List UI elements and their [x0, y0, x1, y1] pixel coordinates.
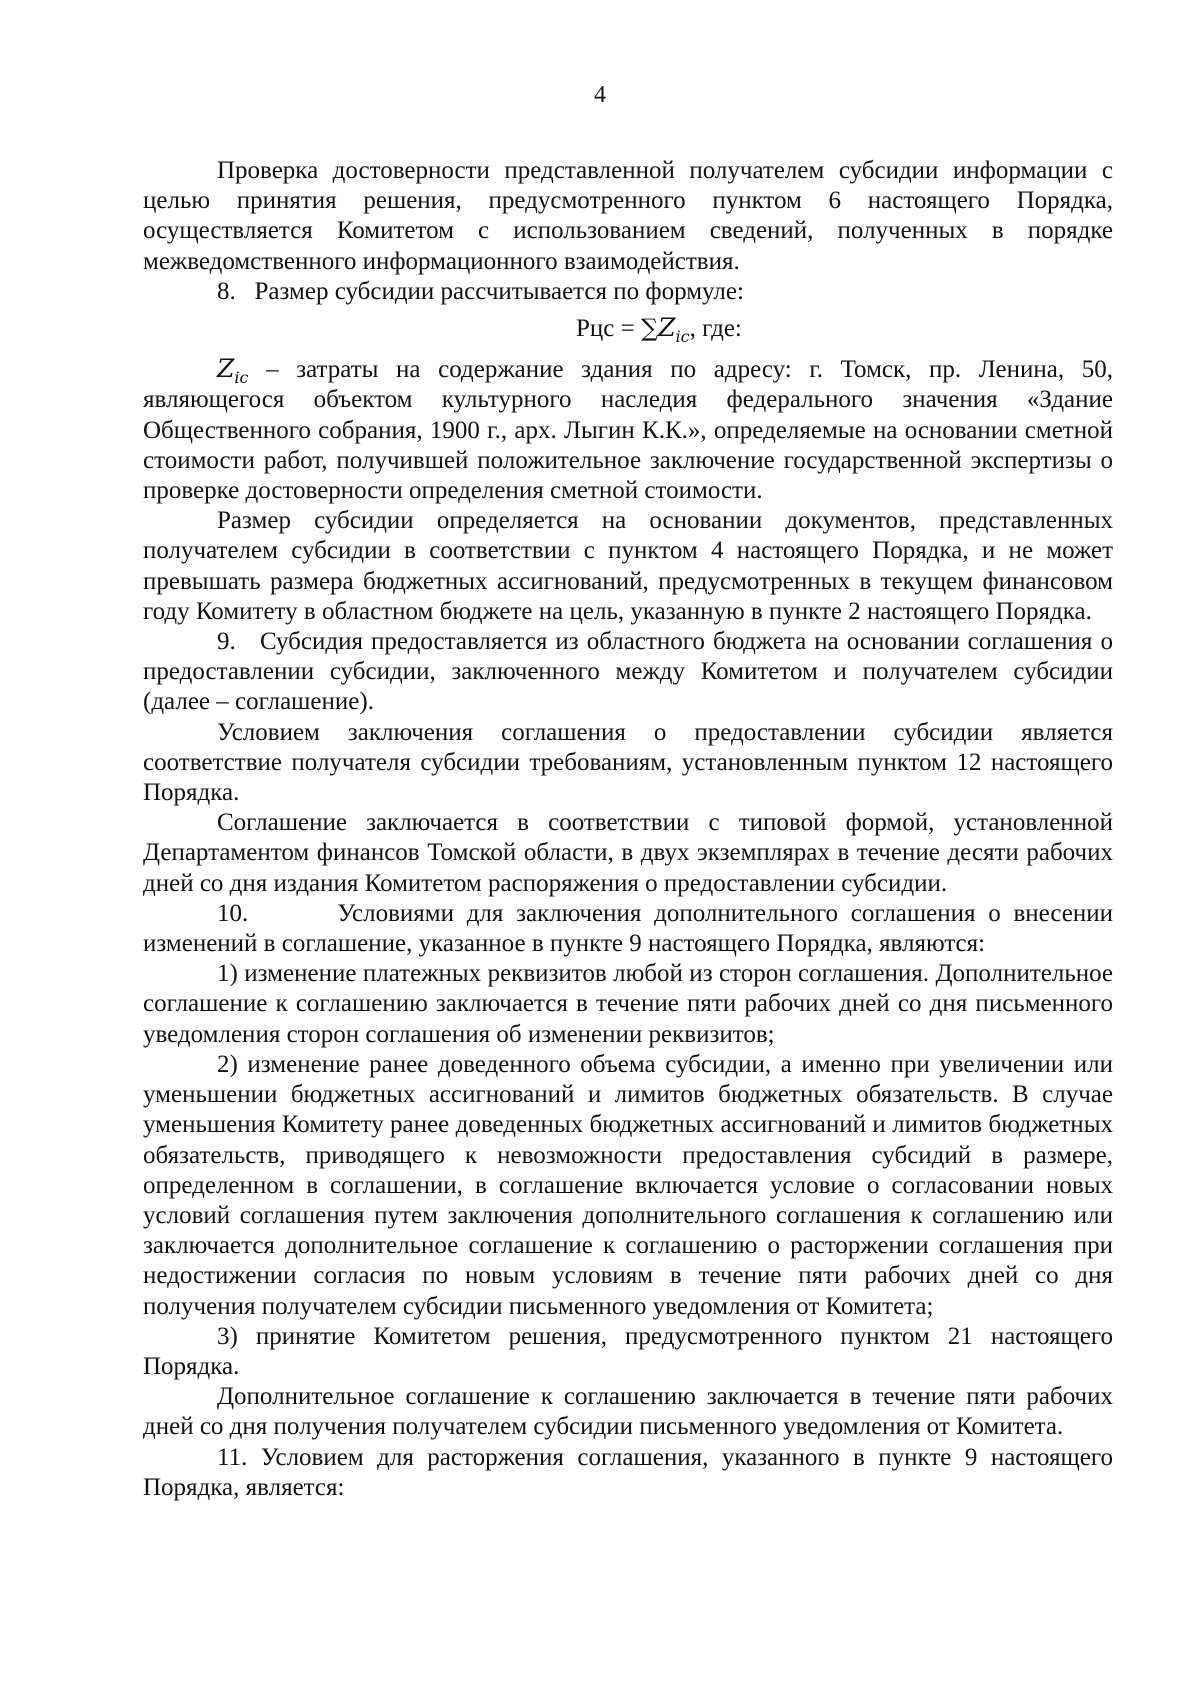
- paragraph-agreement-condition: Условием заключения соглашения о предоставлении субсидии является соответствие получателя субсидии требованиям, установленным пунктом 12 настоящего Порядка.: [143, 718, 1113, 807]
- zic-definition-text: – затраты на содержание здания по адресу: г. Томск, пр. Ленина, 50, являющегося объектом культурного наследия федерального значения «Здание Общественного собрания, 1900 г., арх. Лыгин К.К.», определяемые на основании сметной стоимости работ, получившей положительное заключение государственной экспертизы о проверке достоверности определения сметной стоимости.: [143, 356, 1113, 505]
- formula-tail: , где:: [689, 315, 742, 343]
- formula-equals: =: [620, 315, 635, 343]
- paragraph-item-8: 8. Размер субсидии рассчитывается по формуле:: [217, 277, 744, 305]
- paragraph-agreement-form: Соглашение заключается в соответствии с типовой формой, установленной Департаментом финансов Томской области, в двух экземплярах в течение десяти рабочих дней со дня издания Комитетом распоряжения о предоставлении субсидии.: [143, 809, 1113, 897]
- page-number: 4: [594, 82, 606, 108]
- document-body: [143, 156, 1120, 1503]
- formula-variable: $Z_{ic}$: [658, 313, 690, 347]
- paragraph-subsidy-size: Размер субсидии определяется на основании документов, представленных получателем субсидии в соответствии с пунктом 4 настоящего Порядка, и не может превышать размера бюджетных ассигнований, предусмотренных в текущем финансовом году Комитету в областном бюджете на цель, указанную в пункте 2 настоящего Порядка.: [143, 507, 1113, 625]
- subsidy-formula: [143, 313, 1113, 347]
- paragraph-subitem-3: 3) принятие Комитетом решения, предусмотренного пунктом 21 настоящего Порядка.: [143, 1322, 1113, 1380]
- paragraph-verification: Проверка достоверности представленной получателем субсидии информации с целью принятия решения, предусмотренного пунктом 6 настоящего Порядка, осуществляется Комитетом с использованием сведений, полученных в порядке межведомственного информационного взаимодействия.: [143, 157, 1113, 275]
- paragraph-item-9: 9. Субсидия предоставляется из областного бюджета на основании соглашения о предоставлении субсидии, заключенного между Комитетом и получателем субсидии (далее – соглашение).: [143, 628, 1120, 716]
- zic-variable: $Z_{ic}$: [217, 354, 249, 388]
- paragraph-subitem-2: 2) изменение ранее доведенного объема субсидии, а именно при увеличении или уменьшении бюджетных ассигнований и лимитов бюджетных обязательств. В случае уменьшения Комитету ранее доведенных бюджетных ассигнований и лимитов бюджетных обязательств, приводящего к невозможности предоставления субсидий в размере, определенном в соглашении, в соглашение включается условие о согласовании новых условий соглашения путем заключения дополнительного соглашения к соглашению или заключается дополнительное соглашение к соглашению о расторжении соглашения при недостижении согласия по новым условиям в течение пяти рабочих дней со дня получения получателем субсидии письменного уведомления от Комитета;: [143, 1050, 1113, 1320]
- paragraph-item-11: 11. Условием для расторжения соглашения, указанного в пункте 9 настоящего Порядка, является:: [143, 1443, 1113, 1501]
- sum-sign: ∑: [641, 314, 659, 343]
- paragraph-item-10: 10. Условиями для заключения дополнительного соглашения о внесении изменений в соглашение, указанное в пункте 9 настоящего Порядка, являются:: [143, 899, 1120, 958]
- paragraph-subitem-1: 1) изменение платежных реквизитов любой из сторон соглашения. Дополнительное соглашение к соглашению заключается в течение пяти рабочих дней со дня письменного уведомления сторон соглашения об изменении реквизитов;: [143, 960, 1113, 1048]
- paragraph-additional-agreement: Дополнительное соглашение к соглашению заключается в течение пяти рабочих дней со дня получения получателем субсидии письменного уведомления от Комитета.: [143, 1383, 1113, 1441]
- formula-lhs: Рцс: [576, 315, 615, 343]
- paragraph-zic-definition: [143, 354, 1113, 506]
